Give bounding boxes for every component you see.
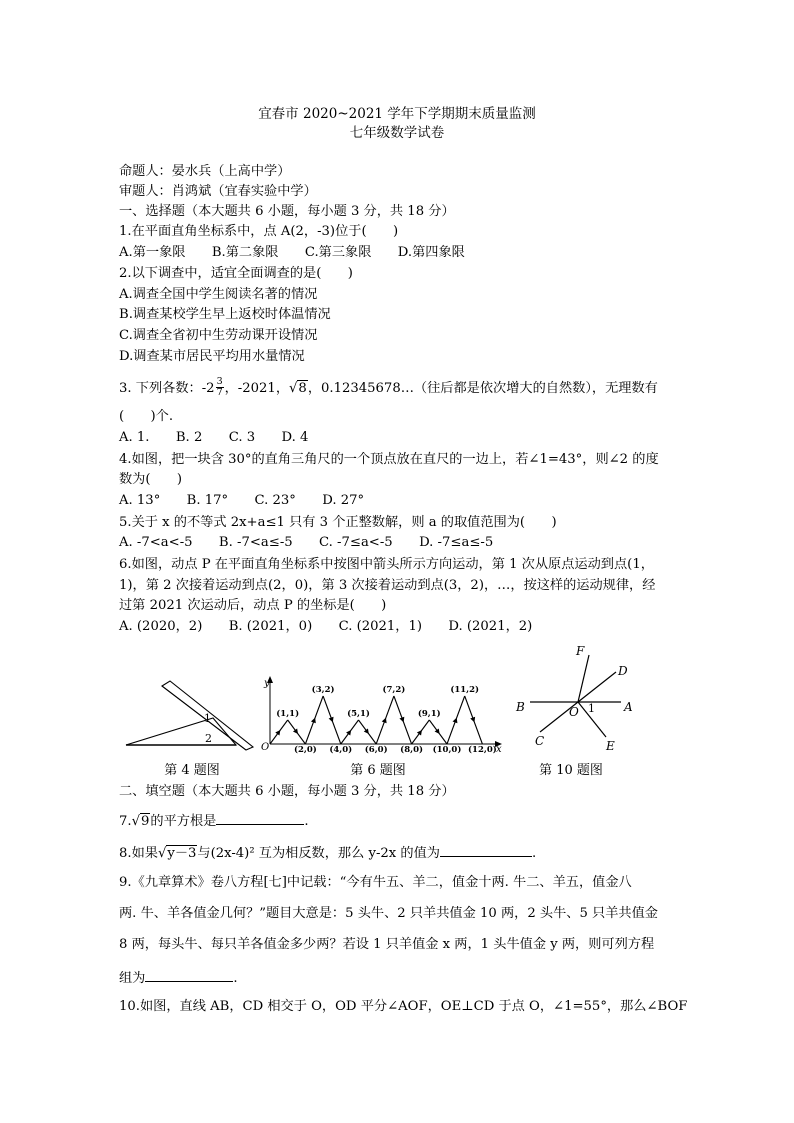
q2-option-c: C.调查全省初中生劳动课开设情况 xyxy=(119,328,318,343)
q6-line3: 过第 2021 次运动后，动点 P 的坐标是( ) xyxy=(119,598,387,613)
q5-options: A. -7<a<-5 B. -7<a≤-5 C. -7≤a<-5 D. -7≤a≤-5 xyxy=(119,535,494,550)
q7-stem xyxy=(119,811,309,830)
q6-line1: 6.如图，动点 P 在平面直角坐标系中按图中箭头所示方向运动，第 1 次从原点运动到点(1， xyxy=(119,557,654,572)
q3-fraction xyxy=(216,377,224,398)
fig10-label-C: C xyxy=(535,734,545,748)
q7-prefix: 7. xyxy=(119,814,132,829)
q9-line3: 8 两，每头牛、每只羊各值金多少两？若设 1 只羊值金 x 两，1 头牛值金 y 两，则可列方程 xyxy=(119,937,655,952)
point-label: (12,0) xyxy=(468,745,497,755)
figure-10 xyxy=(508,640,658,758)
q8-sqrt-body: y－3 xyxy=(167,846,197,861)
path-arrow xyxy=(293,728,298,734)
q2-option-b: B.调查某校学生早上返校时体温情况 xyxy=(119,307,331,322)
fig10-label-B: B xyxy=(516,700,525,714)
path-arrow xyxy=(417,730,422,736)
fig6-x-label: x xyxy=(496,744,502,755)
q3-line2: ( )个. xyxy=(119,409,174,424)
q3-frac-num: 3 xyxy=(216,376,223,387)
q4-line1: 4.如图，把一块含 30°的直角三角尺的一个顶点放在直尺的一边上，若∠1=43°，则∠2 的度 xyxy=(119,452,659,467)
q7-answer-blank[interactable] xyxy=(216,811,304,825)
q9-line4 xyxy=(119,968,238,987)
fig6-origin-label: O xyxy=(261,742,270,753)
exam-subtitle: 七年级数学试卷 xyxy=(349,125,445,141)
section1-heading: 一、选择题（本大题共 6 小题，每小题 3 分，共 18 分） xyxy=(119,204,455,219)
q3-sqrt: √8 xyxy=(289,381,307,396)
point-label: (1,1) xyxy=(276,709,300,719)
q3-stem xyxy=(119,378,658,399)
q8-text: 与(2x-4)² 互为相反数，那么 y-2x 的值为 xyxy=(197,846,440,861)
q8-end: . xyxy=(531,846,537,861)
q9-line2: 两. 牛、羊各值金几何？”题目大意是：5 头牛、2 只羊共值金 10 两，2 头牛、5 只羊共值金 xyxy=(119,906,658,921)
fig10-label-A: A xyxy=(624,700,633,714)
q3-prefix: 3. 下列各数：-2 xyxy=(119,381,215,396)
q8-prefix: 8.如果 xyxy=(119,846,158,861)
point-label: (11,2) xyxy=(450,685,480,695)
q7-sqrt: √9 xyxy=(131,814,150,829)
fig10-label-E: E xyxy=(606,739,615,753)
fig10-label-O: O xyxy=(569,705,579,719)
point-label: (9,1) xyxy=(417,709,441,719)
q6-line2: 1)，第 2 次接着运动到点(2，0)，第 3 次接着运动到点(3，2)，…，按这样的运动规律，经 xyxy=(119,578,656,593)
figure-4 xyxy=(118,680,258,752)
q4-line2: 数为( ) xyxy=(119,472,183,487)
q3-mid: ，-2021， xyxy=(224,381,290,396)
point-label: (10,0) xyxy=(432,745,462,755)
q9-prefix: 组为 xyxy=(119,971,146,986)
question-setter: 命题人：晏水兵（上高中学） xyxy=(119,164,291,179)
point-label: (4,0) xyxy=(329,745,353,755)
point-label: (3,2) xyxy=(311,685,335,695)
q1-stem: 1.在平面直角坐标系中，点 A(2，-3)位于( ) xyxy=(119,224,399,239)
fig6-caption: 第 6 题图 xyxy=(350,763,406,778)
q3-options: A. 1. B. 2 C. 3 D. 4 xyxy=(119,430,309,445)
section2-heading: 二、填空题（本大题共 6 小题，每小题 3 分，共 18 分） xyxy=(119,784,455,799)
q7-end: . xyxy=(304,814,309,829)
point-label: (7,2) xyxy=(382,685,406,695)
q3-frac-den: 7 xyxy=(216,387,223,398)
movement-path xyxy=(270,696,482,744)
q10-line1: 10.如图，直线 AB，CD 相交于 O，OD 平分∠AOF，OE⊥CD 于点 O，∠1=55°，那么∠BOF xyxy=(119,999,688,1014)
point-label: (6,0) xyxy=(364,745,388,755)
q2-stem: 2.以下调查中，适宜全面调查的是( ) xyxy=(119,266,353,281)
path-arrow xyxy=(275,730,280,736)
fig10-label-D: D xyxy=(618,664,628,678)
path-arrow xyxy=(435,728,440,734)
fig4-angle-1: 1 xyxy=(204,712,211,725)
q8-sqrt: √y－3 xyxy=(157,846,197,861)
q8-answer-blank[interactable] xyxy=(440,843,532,857)
q2-option-d: D.调查某市居民平均用水量情况 xyxy=(119,349,305,364)
q9-end: . xyxy=(233,971,238,986)
q3-suffix: ，0.12345678…（往后都是依次增大的自然数），无理数有 xyxy=(307,381,658,396)
q9-line1: 9.《九章算术》卷八方程[七]中记载：“今有牛五、羊二，值金十两. 牛二、羊五，值金八 xyxy=(119,875,632,890)
q6-options: A. (2020，2) B. (2021，0) C. (2021，1) D. (2021，2) xyxy=(119,619,533,634)
q3-sqrt-body: 8 xyxy=(298,381,307,396)
fig10-caption: 第 10 题图 xyxy=(539,763,603,778)
q2-option-a: A.调查全国中学生阅读名著的情况 xyxy=(119,287,318,302)
triangle xyxy=(126,718,236,745)
exam-title: 宜春市 2020~2021 学年下学期期末质量监测 xyxy=(258,106,536,122)
point-label: (5,1) xyxy=(347,709,370,719)
path-arrow xyxy=(364,728,369,734)
figure-6 xyxy=(258,674,508,758)
q7-text: 的平方根是 xyxy=(150,814,217,829)
q4-options: A. 13° B. 17° C. 23° D. 27° xyxy=(119,493,365,508)
q1-options: A.第一象限 B.第二象限 C.第三象限 D.第四象限 xyxy=(119,245,465,260)
point-label: (8,0) xyxy=(400,745,424,755)
q7-sqrt-body: 9 xyxy=(141,814,150,829)
point-label: (2,0) xyxy=(293,745,317,755)
fig4-caption: 第 4 题图 xyxy=(164,763,220,778)
fig10-label-F: F xyxy=(576,644,585,658)
path-arrow xyxy=(346,730,351,736)
question-reviewer: 审题人：肖鸿斌（宜春实验中学） xyxy=(119,184,317,199)
fig6-y-label: y xyxy=(264,678,270,689)
q9-answer-blank[interactable] xyxy=(145,968,233,982)
q5-stem: 5.关于 x 的不等式 2x+a≤1 只有 3 个正整数解，则 a 的取值范围为( ) xyxy=(119,515,557,530)
q8-stem xyxy=(119,843,536,862)
fig4-angle-2: 2 xyxy=(205,732,212,745)
fig10-angle-1: 1 xyxy=(588,702,595,715)
